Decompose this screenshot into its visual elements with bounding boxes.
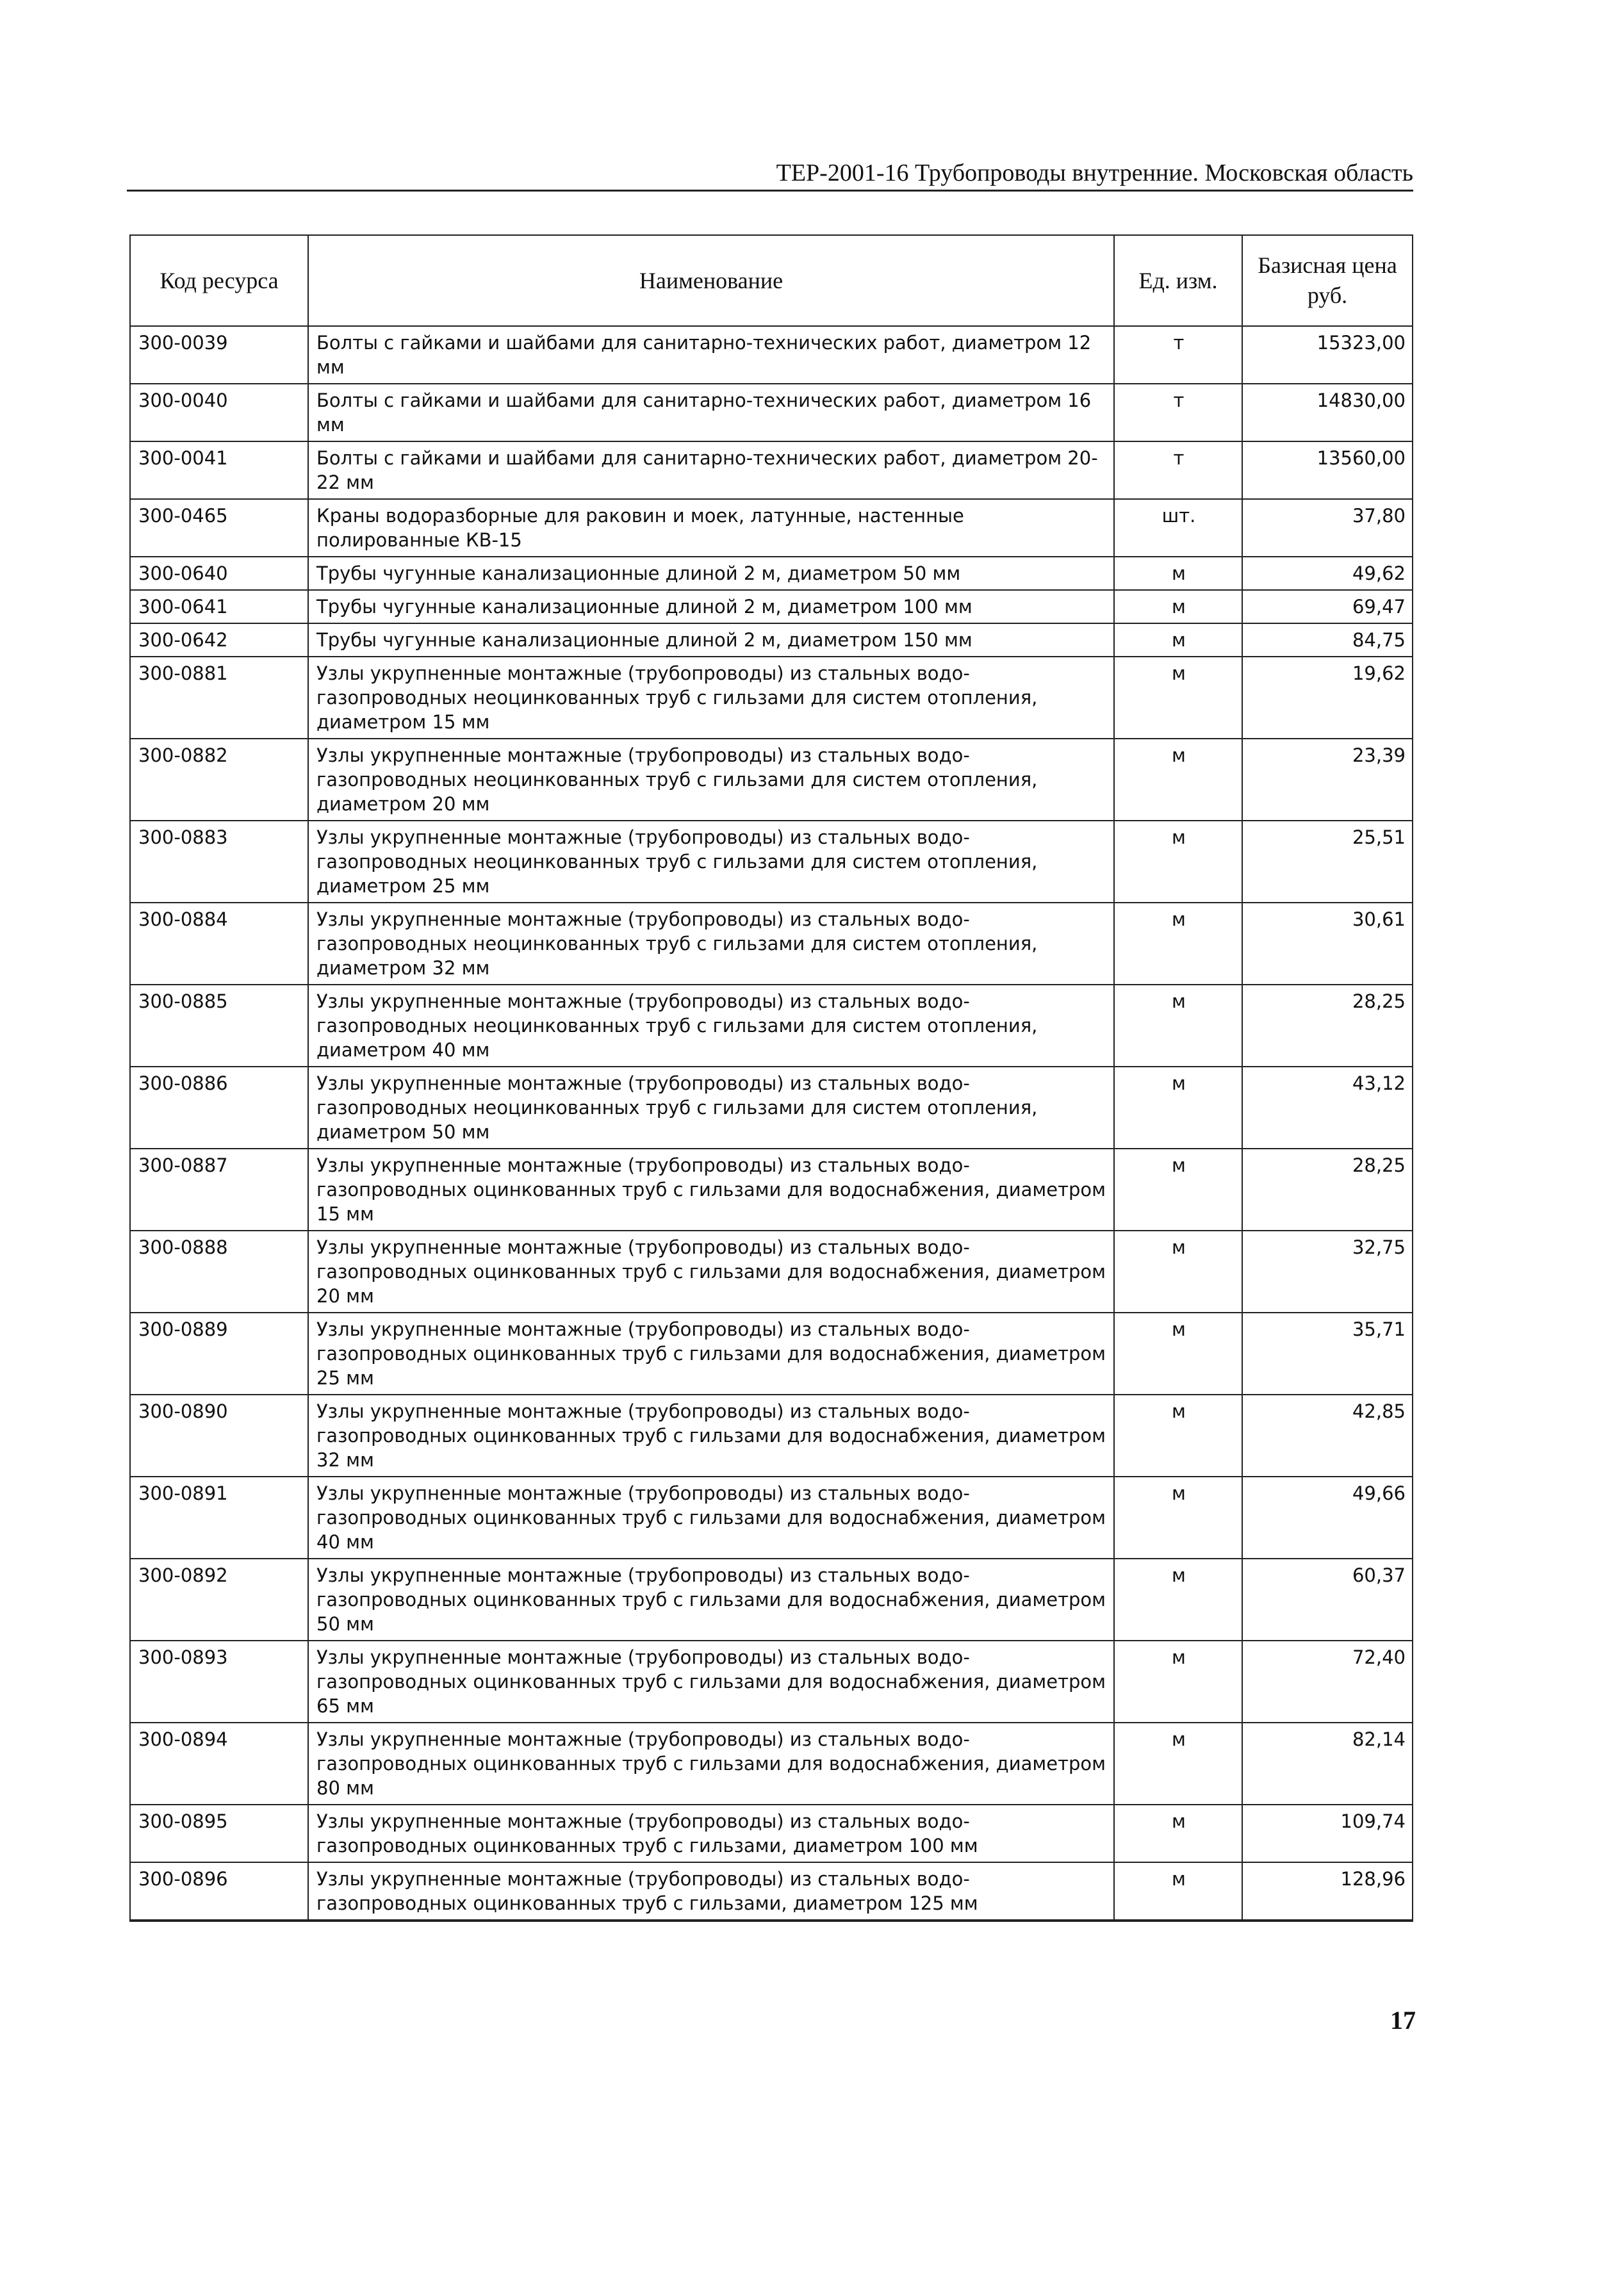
resource-code-cell: 300-0882	[130, 739, 308, 821]
resource-name-cell: Узлы укрупненные монтажные (трубопроводы) из стальных водо-газопроводных оцинкованных труб с гильзами, диаметром 100 мм	[308, 1805, 1114, 1862]
unit-cell: м	[1114, 1559, 1242, 1641]
unit-cell: м	[1114, 590, 1242, 623]
resource-name-cell: Узлы укрупненные монтажные (трубопроводы) из стальных водо-газопроводных оцинкованных труб с гильзами для водоснабжения, диаметром 15 мм	[308, 1149, 1114, 1231]
unit-cell: м	[1114, 739, 1242, 821]
price-cell: 84,75	[1242, 623, 1413, 657]
price-cell: 35,71	[1242, 1313, 1413, 1395]
page-header	[127, 159, 1413, 192]
unit-cell: шт.	[1114, 499, 1242, 557]
resource-name-cell: Узлы укрупненные монтажные (трубопроводы) из стальных водо-газопроводных оцинкованных труб с гильзами для водоснабжения, диаметром 25 мм	[308, 1313, 1114, 1395]
table-row	[130, 1313, 1413, 1395]
table-row	[130, 1862, 1413, 1921]
resource-code-cell: 300-0883	[130, 821, 308, 903]
unit-cell: м	[1114, 557, 1242, 590]
column-header-code: Код ресурса	[130, 235, 308, 326]
table-row	[130, 1559, 1413, 1641]
resource-code-cell: 300-0887	[130, 1149, 308, 1231]
resource-code-cell: 300-0884	[130, 903, 308, 985]
resource-name-cell: Узлы укрупненные монтажные (трубопроводы) из стальных водо-газопроводных неоцинкованных труб с гильзами для систем отопления, диаметром 25 мм	[308, 821, 1114, 903]
resource-code-cell: 300-0892	[130, 1559, 308, 1641]
resource-name-cell: Трубы чугунные канализационные длиной 2 м, диаметром 150 мм	[308, 623, 1114, 657]
unit-cell: м	[1114, 1862, 1242, 1921]
price-cell: 72,40	[1242, 1641, 1413, 1723]
unit-cell: м	[1114, 903, 1242, 985]
price-cell: 49,62	[1242, 557, 1413, 590]
price-cell: 109,74	[1242, 1805, 1413, 1862]
unit-cell: т	[1114, 441, 1242, 499]
resource-code-cell: 300-0891	[130, 1477, 308, 1559]
resource-name-cell: Узлы укрупненные монтажные (трубопроводы) из стальных водо-газопроводных неоцинкованных труб с гильзами для систем отопления, диаметром 32 мм	[308, 903, 1114, 985]
resource-name-cell: Узлы укрупненные монтажные (трубопроводы) из стальных водо-газопроводных оцинкованных труб с гильзами для водоснабжения, диаметром 32 мм	[308, 1395, 1114, 1477]
resource-name-cell: Узлы укрупненные монтажные (трубопроводы) из стальных водо-газопроводных оцинкованных труб с гильзами для водоснабжения, диаметром 50 мм	[308, 1559, 1114, 1641]
column-header-unit: Ед. изм.	[1114, 235, 1242, 326]
unit-cell: т	[1114, 326, 1242, 384]
unit-cell: м	[1114, 1805, 1242, 1862]
resource-code-cell: 300-0641	[130, 590, 308, 623]
unit-cell: м	[1114, 657, 1242, 739]
price-cell: 23,39	[1242, 739, 1413, 821]
price-cell: 28,25	[1242, 1149, 1413, 1231]
table-row	[130, 384, 1413, 441]
price-cell: 37,80	[1242, 499, 1413, 557]
table-row	[130, 1805, 1413, 1862]
table-row	[130, 557, 1413, 590]
price-cell: 82,14	[1242, 1723, 1413, 1805]
table-row	[130, 1149, 1413, 1231]
column-header-price: Базисная цена руб.	[1242, 235, 1413, 326]
table-row	[130, 1641, 1413, 1723]
price-cell: 43,12	[1242, 1067, 1413, 1149]
table-row	[130, 326, 1413, 384]
resource-name-cell: Узлы укрупненные монтажные (трубопроводы) из стальных водо-газопроводных оцинкованных труб с гильзами, диаметром 125 мм	[308, 1862, 1114, 1921]
unit-cell: м	[1114, 821, 1242, 903]
document-title: ТЕР-2001-16 Трубопроводы внутренние. Московская область	[776, 160, 1413, 186]
resource-code-cell: 300-0039	[130, 326, 308, 384]
price-cell: 128,96	[1242, 1862, 1413, 1921]
resource-name-cell: Узлы укрупненные монтажные (трубопроводы) из стальных водо-газопроводных оцинкованных труб с гильзами для водоснабжения, диаметром 40 мм	[308, 1477, 1114, 1559]
resource-code-cell: 300-0881	[130, 657, 308, 739]
price-cell: 13560,00	[1242, 441, 1413, 499]
unit-cell: м	[1114, 1723, 1242, 1805]
resource-code-cell: 300-0896	[130, 1862, 308, 1921]
price-cell: 28,25	[1242, 985, 1413, 1067]
unit-cell: м	[1114, 1067, 1242, 1149]
price-cell: 15323,00	[1242, 326, 1413, 384]
resource-code-cell: 300-0886	[130, 1067, 308, 1149]
resource-code-cell: 300-0894	[130, 1723, 308, 1805]
resource-name-cell: Болты с гайками и шайбами для санитарно-технических работ, диаметром 20-22 мм	[308, 441, 1114, 499]
table-row	[130, 623, 1413, 657]
unit-cell: м	[1114, 985, 1242, 1067]
table-row	[130, 739, 1413, 821]
column-header-name: Наименование	[308, 235, 1114, 326]
table-row	[130, 903, 1413, 985]
resource-code-cell: 300-0040	[130, 384, 308, 441]
table-row	[130, 1477, 1413, 1559]
resource-name-cell: Болты с гайками и шайбами для санитарно-технических работ, диаметром 16 мм	[308, 384, 1114, 441]
price-cell: 60,37	[1242, 1559, 1413, 1641]
table-row	[130, 821, 1413, 903]
table-row	[130, 1395, 1413, 1477]
price-cell: 19,62	[1242, 657, 1413, 739]
resource-name-cell: Узлы укрупненные монтажные (трубопроводы) из стальных водо-газопроводных неоцинкованных труб с гильзами для систем отопления, диаметром 40 мм	[308, 985, 1114, 1067]
price-cell: 32,75	[1242, 1231, 1413, 1313]
table-row	[130, 499, 1413, 557]
price-cell: 49,66	[1242, 1477, 1413, 1559]
resource-name-cell: Узлы укрупненные монтажные (трубопроводы) из стальных водо-газопроводных неоцинкованных труб с гильзами для систем отопления, диаметром 20 мм	[308, 739, 1114, 821]
price-cell: 42,85	[1242, 1395, 1413, 1477]
unit-cell: м	[1114, 1231, 1242, 1313]
table-body	[130, 326, 1413, 1921]
resource-code-cell: 300-0885	[130, 985, 308, 1067]
price-cell: 69,47	[1242, 590, 1413, 623]
resource-code-cell: 300-0642	[130, 623, 308, 657]
resource-name-cell: Трубы чугунные канализационные длиной 2 м, диаметром 50 мм	[308, 557, 1114, 590]
resource-code-cell: 300-0890	[130, 1395, 308, 1477]
resource-name-cell: Трубы чугунные канализационные длиной 2 м, диаметром 100 мм	[308, 590, 1114, 623]
resource-code-cell: 300-0888	[130, 1231, 308, 1313]
unit-cell: м	[1114, 1313, 1242, 1395]
table-row	[130, 1231, 1413, 1313]
table-row	[130, 985, 1413, 1067]
unit-cell: м	[1114, 1395, 1242, 1477]
resource-name-cell: Узлы укрупненные монтажные (трубопроводы) из стальных водо-газопроводных оцинкованных труб с гильзами для водоснабжения, диаметром 65 мм	[308, 1641, 1114, 1723]
unit-cell: м	[1114, 1477, 1242, 1559]
unit-cell: м	[1114, 1641, 1242, 1723]
unit-cell: т	[1114, 384, 1242, 441]
unit-cell: м	[1114, 623, 1242, 657]
resource-code-cell: 300-0889	[130, 1313, 308, 1395]
resource-code-cell: 300-0893	[130, 1641, 308, 1723]
table-header-row	[130, 235, 1413, 326]
resource-name-cell: Узлы укрупненные монтажные (трубопроводы) из стальных водо-газопроводных неоцинкованных труб с гильзами для систем отопления, диаметром 15 мм	[308, 657, 1114, 739]
resource-name-cell: Краны водоразборные для раковин и моек, латунные, настенные полированные КВ-15	[308, 499, 1114, 557]
table-row	[130, 441, 1413, 499]
resource-name-cell: Узлы укрупненные монтажные (трубопроводы) из стальных водо-газопроводных оцинкованных труб с гильзами для водоснабжения, диаметром 80 мм	[308, 1723, 1114, 1805]
price-cell: 30,61	[1242, 903, 1413, 985]
unit-cell: м	[1114, 1149, 1242, 1231]
resource-code-cell: 300-0640	[130, 557, 308, 590]
table-row	[130, 1723, 1413, 1805]
table-row	[130, 657, 1413, 739]
price-cell: 14830,00	[1242, 384, 1413, 441]
resource-code-cell: 300-0465	[130, 499, 308, 557]
resource-name-cell: Узлы укрупненные монтажные (трубопроводы) из стальных водо-газопроводных оцинкованных труб с гильзами для водоснабжения, диаметром 20 мм	[308, 1231, 1114, 1313]
resource-code-cell: 300-0041	[130, 441, 308, 499]
page-number: 17	[1390, 2006, 1416, 2035]
resource-price-table	[129, 234, 1413, 1922]
resource-name-cell: Узлы укрупненные монтажные (трубопроводы) из стальных водо-газопроводных неоцинкованных труб с гильзами для систем отопления, диаметром 50 мм	[308, 1067, 1114, 1149]
resource-name-cell: Болты с гайками и шайбами для санитарно-технических работ, диаметром 12 мм	[308, 326, 1114, 384]
price-cell: 25,51	[1242, 821, 1413, 903]
resource-code-cell: 300-0895	[130, 1805, 308, 1862]
table-row	[130, 590, 1413, 623]
table-row	[130, 1067, 1413, 1149]
